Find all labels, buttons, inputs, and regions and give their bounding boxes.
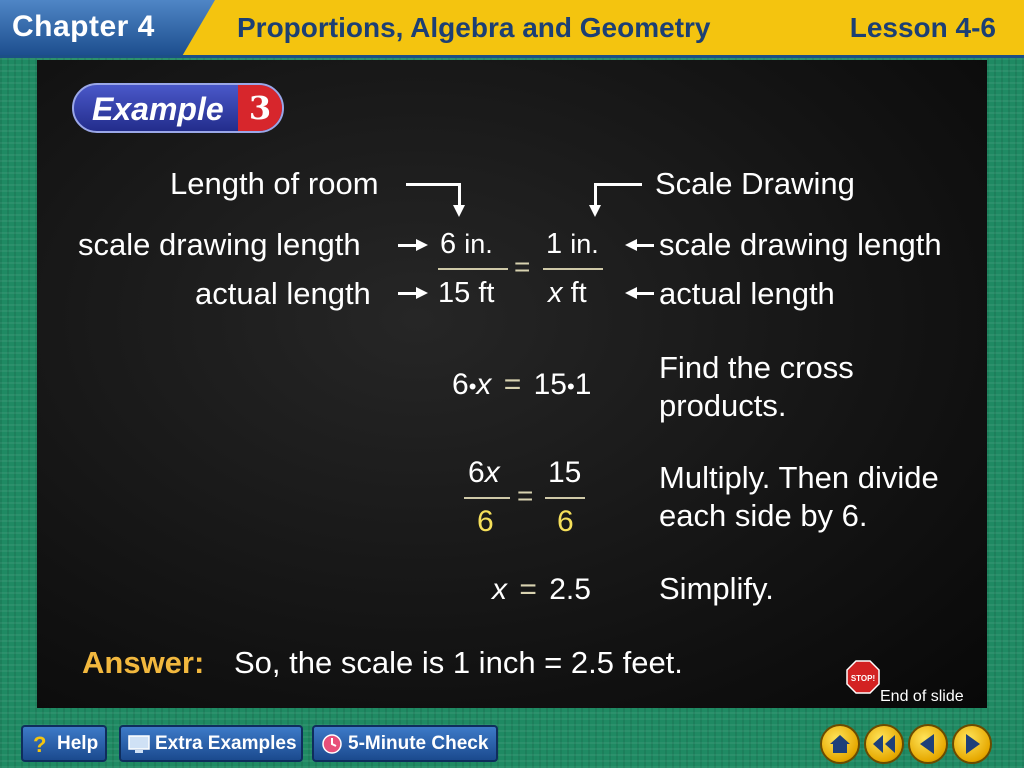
simplify-value: 2.5 xyxy=(549,573,591,606)
cross-note-line1: Find the cross xyxy=(659,350,854,385)
arrow-right-icon xyxy=(416,239,428,251)
answer-text: So, the scale is 1 inch = 2.5 feet. xyxy=(234,645,683,680)
proportion-num-left xyxy=(440,228,493,261)
extra-examples-label: Extra Examples xyxy=(155,733,297,754)
back-button[interactable] xyxy=(908,724,948,764)
arrow-right-icon xyxy=(954,726,990,762)
cross-note-line2: products. xyxy=(659,388,787,423)
arrow-line xyxy=(398,292,418,295)
fraction-bar-left xyxy=(438,268,508,270)
simplify-x: x xyxy=(492,573,507,606)
proportion-den-left xyxy=(438,277,494,310)
divide-bar-right xyxy=(545,497,585,499)
help-button[interactable] xyxy=(21,725,107,762)
den-left-unit: ft xyxy=(478,277,495,309)
arrow-line xyxy=(458,183,461,207)
proportion-equals: = xyxy=(514,251,531,282)
proportion-num-right xyxy=(546,228,599,261)
num-right-value: 1 xyxy=(546,228,563,260)
example-number: 3 xyxy=(238,85,282,133)
divide-note-line1: Multiply. Then divide xyxy=(659,460,939,495)
simplify-equals: = xyxy=(519,573,537,606)
left-label-top: scale drawing length xyxy=(78,227,361,262)
scale-drawing-label: Scale Drawing xyxy=(655,166,855,201)
extra-examples-button[interactable] xyxy=(119,725,303,762)
divide-note-line2: each side by 6. xyxy=(659,498,868,533)
right-label-top: scale drawing length xyxy=(659,227,942,262)
previous-slide-button[interactable] xyxy=(864,724,904,764)
arrow-down-icon xyxy=(589,205,601,217)
arrow-line xyxy=(636,292,654,295)
divide-equals: = xyxy=(517,480,534,511)
arrow-line xyxy=(594,183,642,186)
cross-product-equation xyxy=(452,368,591,402)
arrow-right-icon xyxy=(416,287,428,299)
left-label-bottom: actual length xyxy=(195,276,371,311)
right-label-bottom: actual length xyxy=(659,276,835,311)
clock-icon xyxy=(320,733,344,755)
cross-b: 15 xyxy=(533,368,567,401)
num-left-unit: in. xyxy=(464,229,493,259)
cross-dot: • xyxy=(468,374,477,399)
stop-sign-icon xyxy=(846,660,880,694)
arrow-line xyxy=(406,183,460,186)
next-button[interactable] xyxy=(952,724,992,764)
svg-text:?: ? xyxy=(33,733,47,755)
divide-num-left-x: x xyxy=(484,456,500,489)
home-button[interactable] xyxy=(820,724,860,764)
stop-text: STOP! xyxy=(850,674,876,683)
simplify-equation xyxy=(492,573,591,607)
divide-bar-left xyxy=(464,497,510,499)
lesson-label: Lesson 4-6 xyxy=(849,12,996,43)
five-minute-check-label: 5-Minute Check xyxy=(348,733,489,754)
cross-c: 1 xyxy=(574,368,592,401)
question-mark-icon xyxy=(29,733,53,755)
cross-dot-2: • xyxy=(566,374,575,399)
arrow-line xyxy=(398,244,418,247)
home-icon xyxy=(822,726,858,762)
cross-x: x xyxy=(476,368,492,401)
chapter-label: Chapter 4 xyxy=(12,10,155,43)
example-badge xyxy=(72,83,284,133)
divide-den-right: 6 xyxy=(557,505,574,538)
example-label: Example xyxy=(92,91,224,127)
divide-den-left: 6 xyxy=(477,505,494,538)
slide-header xyxy=(0,0,1024,58)
end-of-slide-label: End of slide xyxy=(880,688,964,705)
monitor-icon xyxy=(127,733,151,755)
num-left-value: 6 xyxy=(440,228,457,260)
answer-label: Answer: xyxy=(82,645,205,680)
arrow-line xyxy=(594,183,597,207)
den-right-unit: ft xyxy=(570,277,587,309)
fraction-bar-right xyxy=(543,268,603,270)
arrow-line xyxy=(636,244,654,247)
cross-equals: = xyxy=(503,368,522,401)
proportion-den-right xyxy=(548,277,587,310)
simplify-note: Simplify. xyxy=(659,571,774,606)
chapter-title: Proportions, Algebra and Geometry xyxy=(237,12,711,43)
divide-num-right: 15 xyxy=(548,456,582,489)
num-right-unit: in. xyxy=(570,229,599,259)
den-left-value: 15 xyxy=(438,277,471,309)
five-minute-check-button[interactable] xyxy=(312,725,498,762)
divide-num-left xyxy=(468,456,500,490)
double-arrow-left-icon xyxy=(866,726,902,762)
arrow-down-icon xyxy=(453,205,465,217)
divide-num-left-a: 6 xyxy=(468,456,485,489)
den-right-var: x xyxy=(548,277,563,309)
cross-a: 6 xyxy=(452,368,469,401)
help-label: Help xyxy=(57,733,99,754)
arrow-left-icon xyxy=(910,726,946,762)
length-of-room-label: Length of room xyxy=(170,166,379,201)
